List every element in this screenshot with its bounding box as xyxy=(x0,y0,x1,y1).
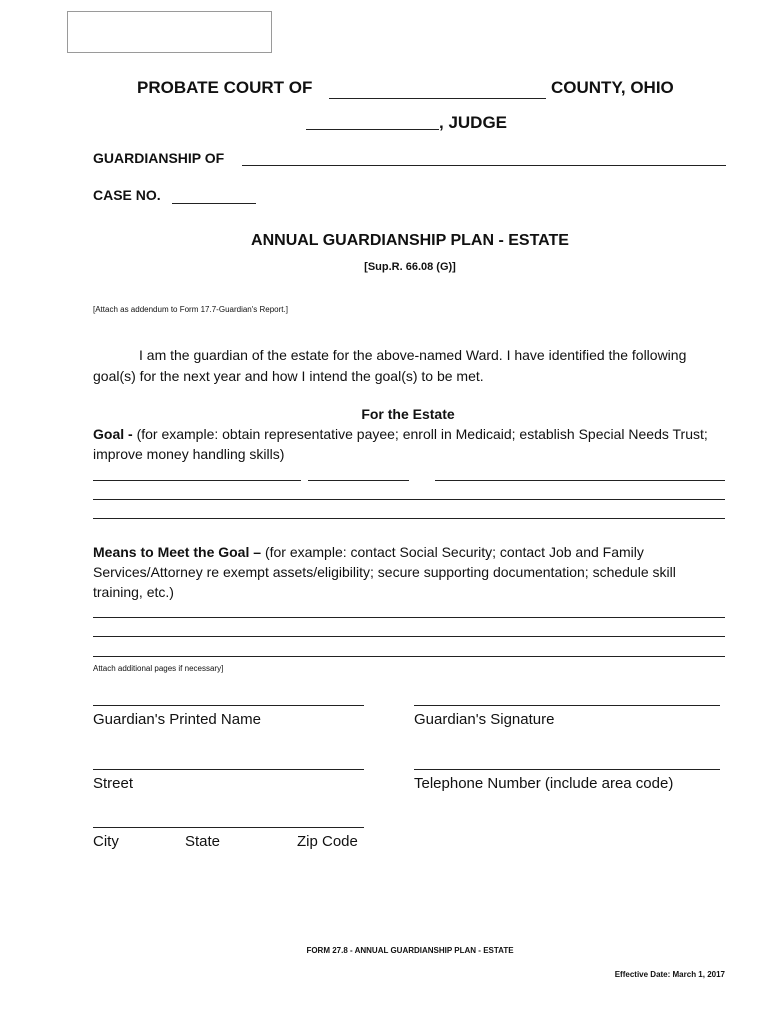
signature-label: Guardian's Signature xyxy=(414,711,555,728)
city-label: City xyxy=(93,833,119,850)
intro-line-1: I am the guardian of the estate for the above-named Ward. I have identified the following xyxy=(139,347,687,363)
printed-name-field[interactable] xyxy=(93,705,364,706)
means-example-line-2: Services/Attorney re exempt assets/eligibility; secure supporting documentation; schedule skill xyxy=(93,564,676,580)
goal-example: (for example: obtain representative payee; enroll in Medicaid; establish Special Needs Trust; xyxy=(136,426,708,442)
county-suffix: COUNTY, OHIO xyxy=(551,78,674,97)
street-label: Street xyxy=(93,775,134,792)
printed-name-label: Guardian's Printed Name xyxy=(93,711,261,728)
means-answer-line-2[interactable] xyxy=(93,636,725,637)
ward-name-field[interactable] xyxy=(242,165,726,166)
county-name-field[interactable] xyxy=(329,98,546,99)
case-number-field[interactable] xyxy=(172,203,256,204)
form-title: ANNUAL GUARDIANSHIP PLAN - ESTATE xyxy=(251,232,569,249)
goal-answer-line-3[interactable] xyxy=(93,518,725,519)
rule-citation: [Sup.R. 66.08 (G)] xyxy=(364,261,456,273)
means-label: Means to Meet the Goal – xyxy=(93,544,265,560)
goal-answer-line-1a[interactable] xyxy=(93,480,301,481)
section-heading: For the Estate xyxy=(361,406,455,422)
goal-label: Goal - xyxy=(93,426,137,442)
zip-label: Zip Code xyxy=(297,833,358,850)
city-state-zip-field[interactable] xyxy=(93,827,364,828)
footer-form-name: FORM 27.8 - ANNUAL GUARDIANSHIP PLAN - ESTATE xyxy=(306,946,514,955)
case-number-label: CASE NO. xyxy=(93,187,161,203)
means-answer-line-1[interactable] xyxy=(93,617,725,618)
telephone-field[interactable] xyxy=(414,769,720,770)
signature-field[interactable] xyxy=(414,705,720,706)
telephone-label: Telephone Number (include area code) xyxy=(414,775,674,792)
state-label: State xyxy=(185,833,221,850)
goal-answer-line-1c[interactable] xyxy=(435,480,725,481)
goal-example-line-2: improve money handling skills) xyxy=(93,446,285,462)
means-paragraph xyxy=(93,542,644,562)
means-example-line-3: training, etc.) xyxy=(93,584,174,600)
judge-name-field[interactable] xyxy=(306,129,439,130)
court-prefix: PROBATE COURT OF xyxy=(137,78,313,97)
judge-suffix: , JUDGE xyxy=(439,113,508,132)
goal-answer-line-1b[interactable] xyxy=(308,480,409,481)
additional-pages-note: Attach additional pages if necessary] xyxy=(93,664,224,673)
filing-stamp-box xyxy=(67,11,272,53)
intro-line-2: goal(s) for the next year and how I intend the goal(s) to be met. xyxy=(93,368,484,384)
goal-answer-line-2[interactable] xyxy=(93,499,725,500)
street-field[interactable] xyxy=(93,769,364,770)
guardianship-label: GUARDIANSHIP OF xyxy=(93,150,225,166)
means-answer-line-3[interactable] xyxy=(93,656,725,657)
footer-effective-date: Effective Date: March 1, 2017 xyxy=(614,970,725,979)
goal-paragraph xyxy=(93,424,708,444)
attach-note: [Attach as addendum to Form 17.7-Guardian's Report.] xyxy=(93,305,288,314)
means-example: (for example: contact Social Security; contact Job and Family xyxy=(264,544,644,560)
